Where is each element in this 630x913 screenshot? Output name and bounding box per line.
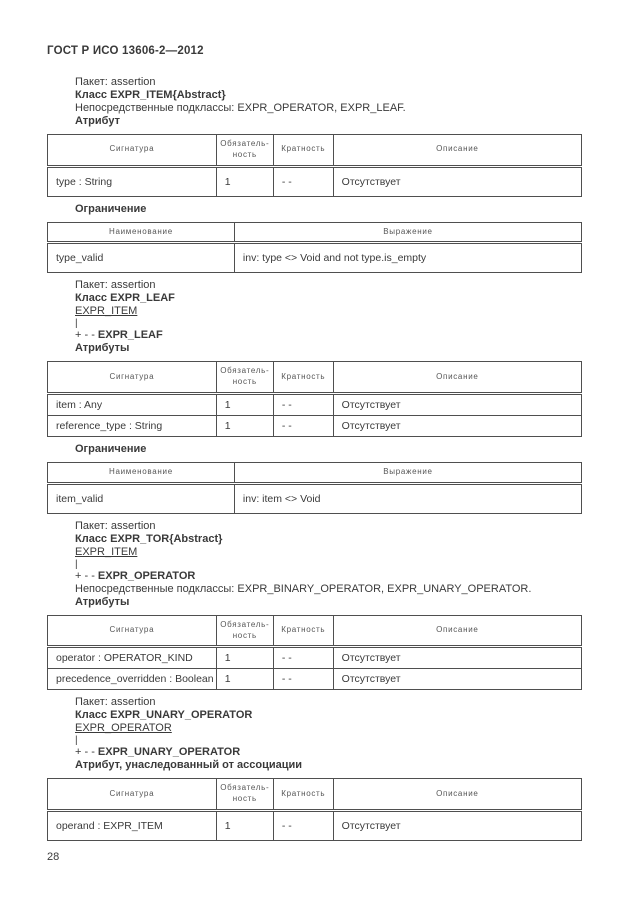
page-number: 28: [47, 850, 60, 863]
class-title: Класс EXPR_UNARY_OPERATOR: [75, 709, 253, 722]
cell-description: Отсутствует: [333, 415, 581, 436]
section-expr-item: [75, 76, 582, 128]
col-header-description: Описание: [333, 362, 581, 394]
constraint-table-header-row: [48, 222, 582, 243]
constraint-heading: Ограничение: [75, 442, 147, 455]
cell-description: Отсутствует: [333, 393, 581, 415]
hierarchy-prefix: + - -: [75, 329, 98, 342]
hierarchy-prefix: + - -: [75, 569, 98, 582]
col-header-signature: Сигнатура: [48, 135, 217, 167]
class-title: Класс EXPR_LEAF: [75, 292, 175, 305]
cell-cardinality: - -: [273, 166, 333, 196]
col-header-mandatory: [216, 135, 273, 167]
col-header-expression: Выражение: [234, 462, 581, 483]
col-header-description: Описание: [333, 615, 581, 647]
package-line: Пакет: assertion: [75, 279, 156, 292]
attributes-heading: Атрибуты: [75, 342, 130, 355]
table-row: [48, 647, 582, 669]
attr-table-header-row: [48, 362, 582, 394]
package-line: Пакет: assertion: [75, 696, 156, 709]
cell-signature: type : String: [48, 166, 217, 196]
cell-constraint-name: type_valid: [48, 243, 235, 273]
parent-class-link: EXPR_ITEM: [75, 545, 138, 558]
section-expr-unary-operator: [75, 696, 582, 772]
cell-cardinality: - -: [273, 669, 333, 690]
cell-signature: reference_type : String: [48, 415, 217, 436]
attributes-heading: Атрибут, унаследованный от ассоциации: [75, 759, 303, 772]
class-title: Класс EXPR_TOR{Abstract}: [75, 532, 223, 545]
table-row: [48, 415, 582, 436]
col-header-mandatory: [216, 615, 273, 647]
child-class-name: EXPR_LEAF: [97, 329, 163, 342]
cell-mandatory: 1: [216, 669, 273, 690]
section-expr-operator: [75, 520, 582, 609]
col-header-mandatory-line1: Обязатель-: [220, 366, 270, 376]
cell-constraint-expression: inv: type <> Void and not type.is_empty: [234, 243, 581, 273]
cell-cardinality: - -: [273, 393, 333, 415]
attr-table-header-row: [48, 135, 582, 167]
table-row: [48, 483, 582, 513]
subclasses-line: Непосредственные подклассы: EXPR_BINARY_OPERATOR, EXPR_UNARY_OPERATOR.: [75, 582, 532, 595]
col-header-mandatory-line2: ность: [232, 377, 257, 387]
parent-class-link: EXPR_OPERATOR: [75, 722, 172, 735]
attr-table-header-row: [48, 615, 582, 647]
parent-class-link: EXPR_ITEM: [75, 305, 138, 318]
cell-signature: operand : EXPR_ITEM: [48, 810, 217, 840]
package-line: Пакет: assertion: [75, 519, 156, 532]
col-header-name: Наименование: [48, 222, 235, 243]
table-row: [48, 393, 582, 415]
col-header-signature: Сигнатура: [48, 779, 217, 811]
col-header-cardinality: Кратность: [273, 615, 333, 647]
cell-description: Отсутствует: [333, 647, 581, 669]
hierarchy-pipe: |: [75, 735, 78, 747]
cell-mandatory: 1: [216, 810, 273, 840]
doc-header: ГОСТ Р ИСО 13606-2—2012: [47, 45, 204, 57]
hierarchy-pipe: |: [75, 558, 78, 570]
attributes-heading: Атрибуты: [75, 595, 130, 608]
table-row: [48, 669, 582, 690]
cell-description: Отсутствует: [333, 810, 581, 840]
cell-constraint-name: item_valid: [48, 483, 235, 513]
col-header-mandatory: [216, 362, 273, 394]
cell-cardinality: - -: [273, 415, 333, 436]
col-header-expression: Выражение: [234, 222, 581, 243]
col-header-signature: Сигнатура: [48, 615, 217, 647]
cell-signature: operator : OPERATOR_KIND: [48, 647, 217, 669]
class-title: Класс EXPR_ITEM{Abstract}: [75, 89, 226, 101]
attributes-table: [47, 361, 582, 437]
col-header-signature: Сигнатура: [48, 362, 217, 394]
col-header-mandatory-line2: ность: [232, 149, 257, 159]
table-row: [48, 166, 582, 196]
col-header-cardinality: Кратность: [273, 779, 333, 811]
col-header-mandatory-line1: Обязатель-: [220, 619, 270, 629]
attributes-heading: Атрибут: [75, 115, 120, 127]
cell-cardinality: - -: [273, 647, 333, 669]
attributes-table: [47, 134, 582, 197]
col-header-cardinality: Кратность: [273, 362, 333, 394]
col-header-mandatory-line1: Обязатель-: [220, 139, 270, 148]
hierarchy-pipe: |: [75, 318, 78, 330]
cell-signature: item : Any: [48, 393, 217, 415]
cell-signature: precedence_overridden : Boolean: [48, 669, 217, 690]
cell-description: Отсутствует: [333, 669, 581, 690]
cell-mandatory: 1: [216, 415, 273, 436]
cell-mandatory: 1: [216, 393, 273, 415]
table-row: [48, 243, 582, 273]
constraint-heading-block: [75, 203, 582, 216]
cell-cardinality: - -: [273, 810, 333, 840]
cell-mandatory: 1: [216, 166, 273, 196]
col-header-name: Наименование: [48, 462, 235, 483]
constraint-heading: Ограничение: [75, 202, 147, 215]
col-header-mandatory-line1: Обязатель-: [220, 783, 270, 793]
col-header-mandatory: [216, 779, 273, 811]
col-header-mandatory-line2: ность: [232, 794, 257, 804]
attr-table-header-row: [48, 779, 582, 811]
hierarchy-prefix: + - -: [75, 746, 98, 759]
col-header-cardinality: Кратность: [273, 135, 333, 167]
constraint-table: [47, 462, 582, 514]
cell-mandatory: 1: [216, 647, 273, 669]
table-row: [48, 810, 582, 840]
attributes-table: [47, 778, 582, 841]
package-line: Пакет: assertion: [75, 76, 156, 88]
attributes-table: [47, 615, 582, 691]
child-class-name: EXPR_OPERATOR: [97, 569, 196, 582]
child-class-name: EXPR_UNARY_OPERATOR: [97, 746, 241, 759]
subclasses-line: Непосредственные подклассы: EXPR_OPERATOR, EXPR_LEAF.: [75, 102, 406, 114]
cell-constraint-expression: inv: item <> Void: [234, 483, 581, 513]
col-header-description: Описание: [333, 135, 581, 167]
constraint-heading-block: [75, 443, 582, 456]
constraint-table: [47, 222, 582, 274]
constraint-table-header-row: [48, 462, 582, 483]
cell-description: Отсутствует: [333, 166, 581, 196]
col-header-description: Описание: [333, 779, 581, 811]
col-header-mandatory-line2: ность: [232, 630, 257, 640]
section-expr-leaf: [75, 279, 582, 355]
